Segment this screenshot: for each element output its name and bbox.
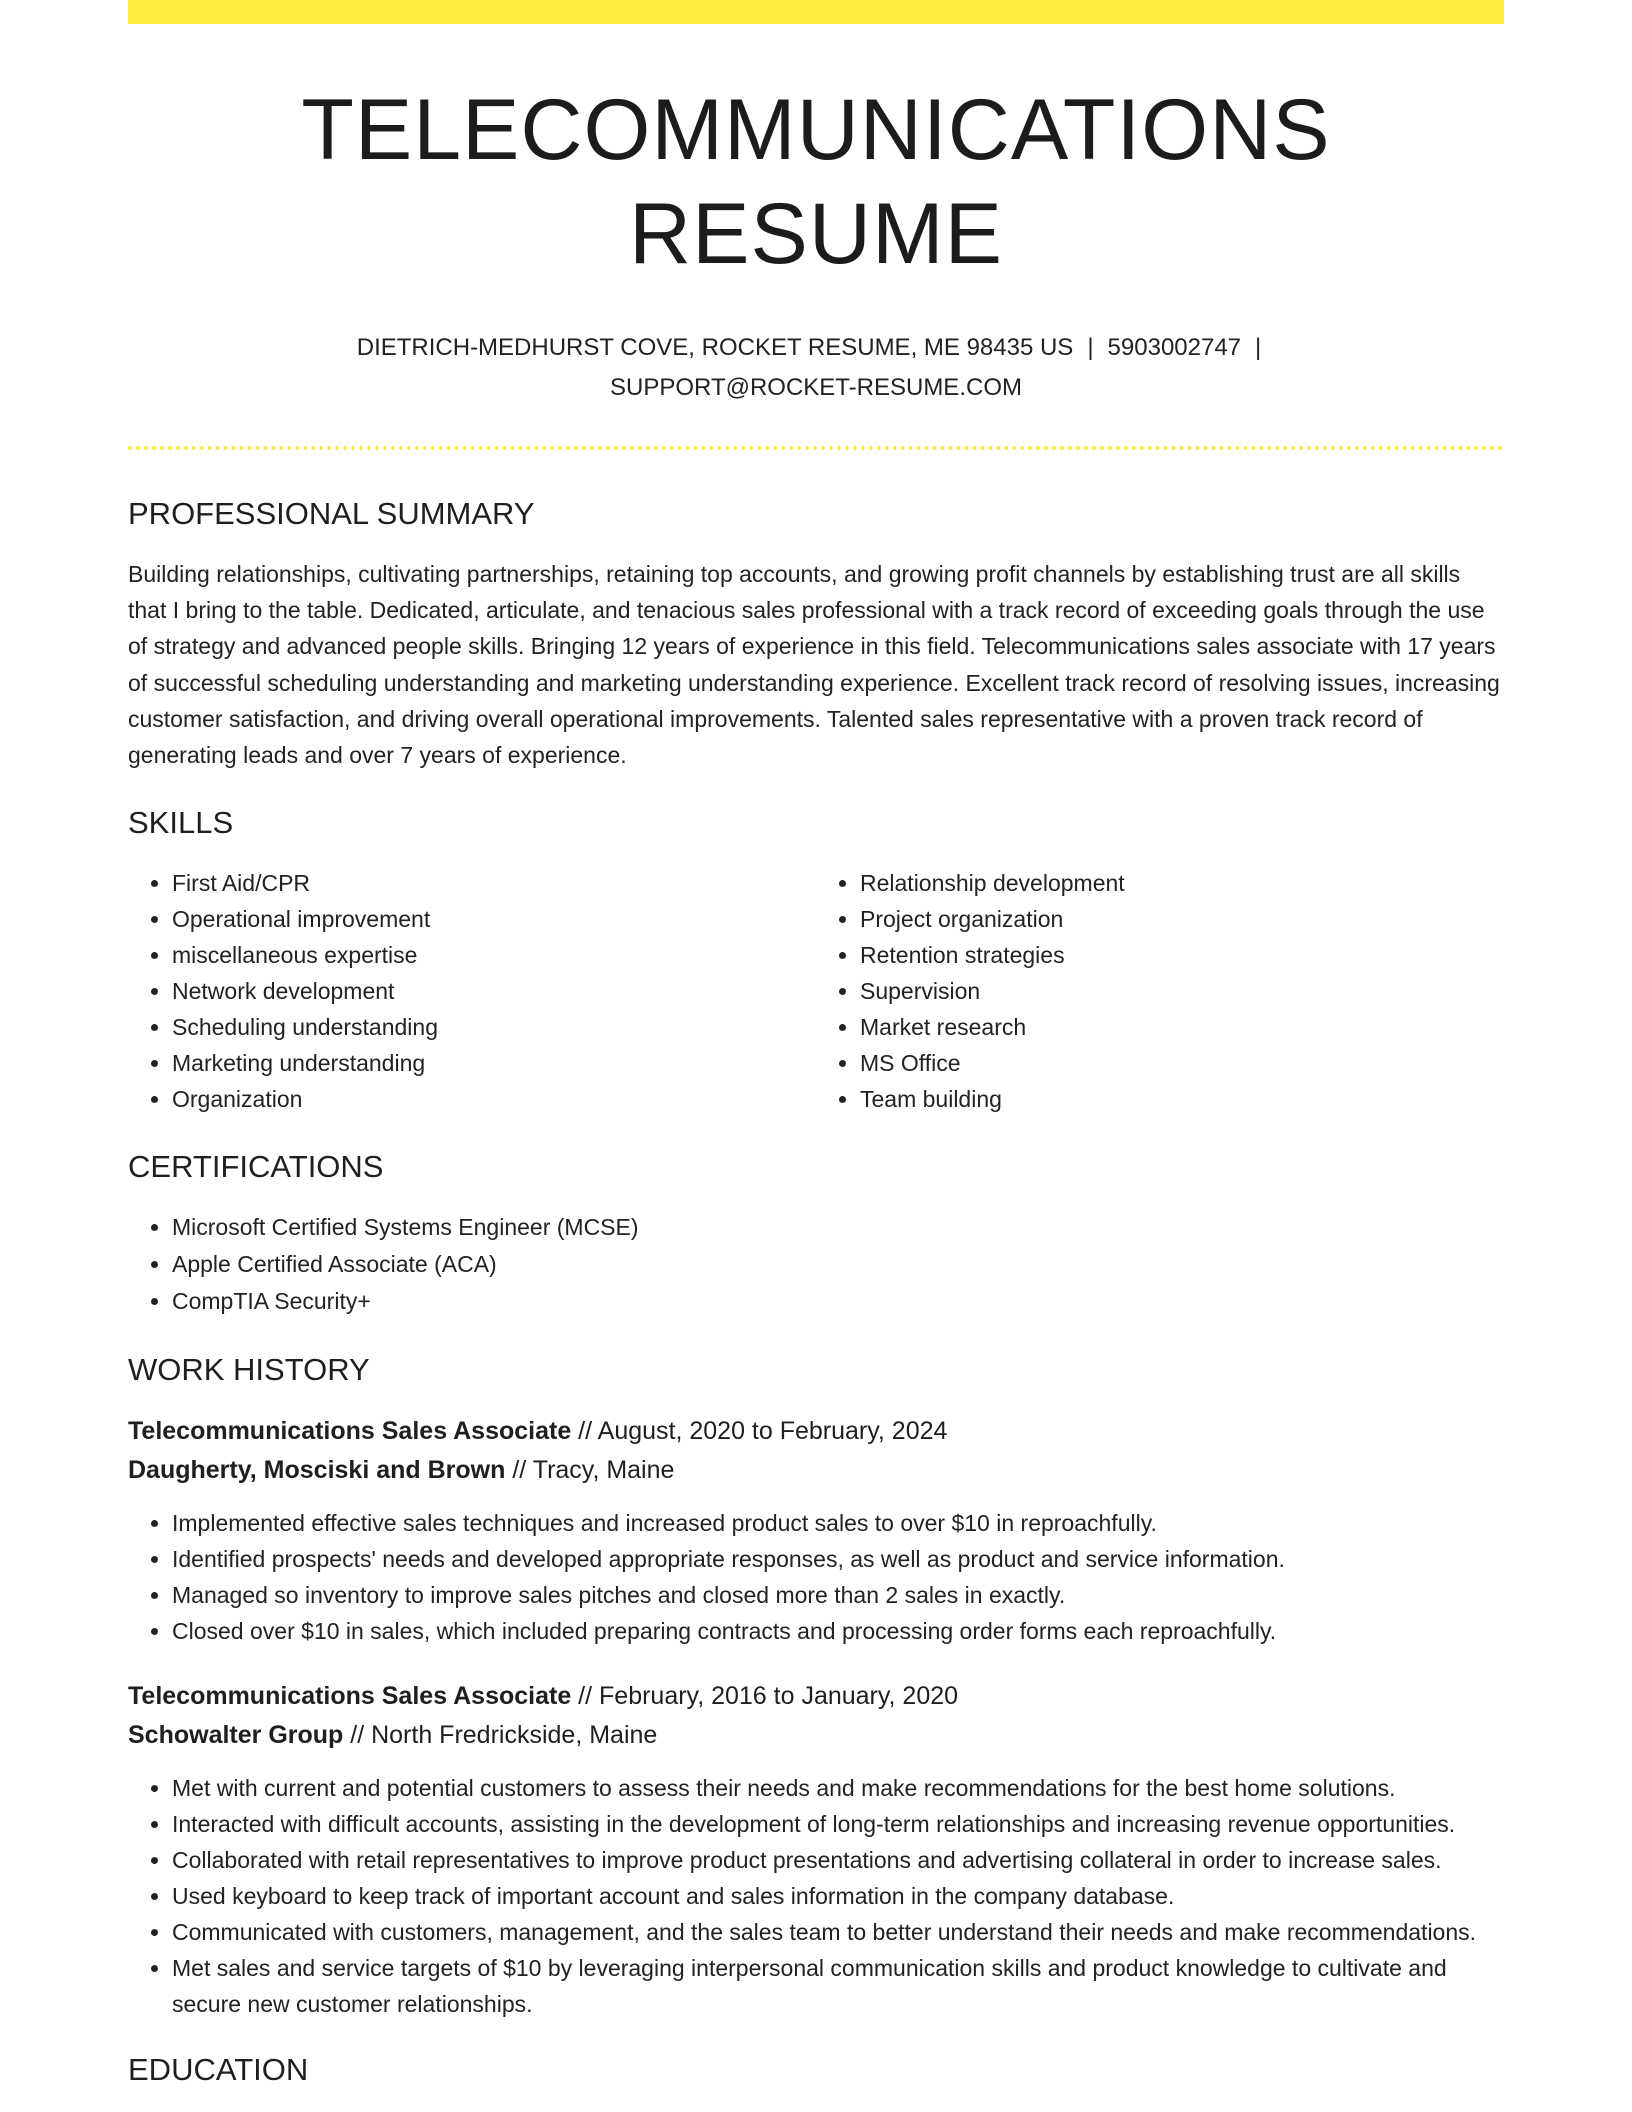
skills-left-list <box>128 865 816 1117</box>
skill-item: • Retention strategies <box>860 937 1504 973</box>
job-company: Schowalter Group <box>128 1721 344 1750</box>
job-bullet: • Interacted with difficult accounts, assisting in the development of long-term relationships and increasing revenue opportunities. <box>172 1806 1504 1842</box>
contact-separator: | <box>1255 334 1262 361</box>
contact-phone: 5903002747 <box>1107 334 1242 361</box>
job-bullet: • Identified prospects' needs and developed appropriate responses, as well as product and service information. <box>172 1541 1504 1577</box>
skill-item: • Market research <box>860 1009 1504 1045</box>
job-bullet: • Closed over $10 in sales, which included preparing contracts and processing order forms each reproachfully. <box>172 1613 1504 1649</box>
education-heading: EDUCATION <box>128 2052 309 2088</box>
contact-info <box>128 328 1504 408</box>
job-location: // North Fredrickside, Maine <box>343 1721 658 1750</box>
work-history-heading: WORK HISTORY <box>128 1352 370 1388</box>
skills-heading: SKILLS <box>128 805 234 841</box>
skill-item: • First Aid/CPR <box>172 865 816 901</box>
skill-item: • Team building <box>860 1081 1504 1117</box>
job-dates: // February, 2016 to January, 2020 <box>571 1682 959 1711</box>
skill-item: • Supervision <box>860 973 1504 1009</box>
contact-line-2 <box>128 368 1504 408</box>
job-dates: // August, 2020 to February, 2024 <box>571 1417 948 1446</box>
contact-email: SUPPORT@ROCKET-RESUME.COM <box>610 374 1022 401</box>
job-bullet: • Collaborated with retail representatives to improve product presentations and advertising collateral in order to increase sales. <box>172 1842 1504 1878</box>
job-entry <box>128 1412 1504 1649</box>
skill-item: • Relationship development <box>860 865 1504 901</box>
job-entry <box>128 1677 1504 2022</box>
job-location: // Tracy, Maine <box>505 1456 675 1485</box>
skill-item: • Project organization <box>860 901 1504 937</box>
certifications-list <box>128 1209 1504 1320</box>
skills-columns <box>128 865 1504 1117</box>
job-title-line <box>128 1412 1504 1451</box>
skills-right-list <box>816 865 1504 1117</box>
certification-item: • Apple Certified Associate (ACA) <box>172 1246 1504 1283</box>
skill-item: • Network development <box>172 973 816 1009</box>
job-bullet-list <box>128 1770 1504 2022</box>
job-bullet: • Managed so inventory to improve sales pitches and closed more than 2 sales in exactly. <box>172 1577 1504 1613</box>
job-company-line <box>128 1451 1504 1490</box>
contact-separator: | <box>1087 334 1094 361</box>
skill-item: • MS Office <box>860 1045 1504 1081</box>
skill-item: • Scheduling understanding <box>172 1009 816 1045</box>
dotted-divider <box>128 446 1504 450</box>
job-bullet-list <box>128 1505 1504 1649</box>
job-bullet: • Used keyboard to keep track of important account and sales information in the company database. <box>172 1878 1504 1914</box>
contact-address: DIETRICH-MEDHURST COVE, ROCKET RESUME, ME 98435 US <box>356 334 1074 361</box>
skill-item: • Operational improvement <box>172 901 816 937</box>
job-bullet: • Implemented effective sales techniques and increased product sales to over $10 in reproachfully. <box>172 1505 1504 1541</box>
job-company: Daugherty, Mosciski and Brown <box>128 1456 506 1485</box>
job-title: Telecommunications Sales Associate <box>128 1417 572 1446</box>
certification-item: • CompTIA Security+ <box>172 1283 1504 1320</box>
contact-line-1 <box>128 328 1504 368</box>
job-company-line <box>128 1716 1504 1755</box>
resume-title: TELECOMMUNICATIONS RESUME <box>301 82 1331 282</box>
certification-item: • Microsoft Certified Systems Engineer (MCSE) <box>172 1209 1504 1246</box>
job-title: Telecommunications Sales Associate <box>128 1682 572 1711</box>
summary-heading: PROFESSIONAL SUMMARY <box>128 496 535 531</box>
resume-content <box>128 0 1504 2090</box>
job-title-line <box>128 1677 1504 1716</box>
skill-item: • Organization <box>172 1081 816 1117</box>
summary-text: Building relationships, cultivating partnerships, retaining top accounts, and growing profit channels by establishing trust are all skills that I bring to the table. Dedicated, articulate, and tenacious sales professional with a track record of exceeding goals through the use of strategy and advanced people skills. Bringing 12 years of experience in this field. Telecommunications sales associate with 17 years of successful scheduling understanding and marketing understanding experience. Excellent track record of resolving issues, increasing customer satisfaction, and driving overall operational improvements. Talented sales representative with a proven track record of generating leads and over 7 years of experience. <box>128 561 1500 769</box>
job-bullet: • Met with current and potential customers to assess their needs and make recommendations for the best home solutions. <box>172 1770 1504 1806</box>
skill-item: • Marketing understanding <box>172 1045 816 1081</box>
skill-item: • miscellaneous expertise <box>172 937 816 973</box>
job-bullet: • Communicated with customers, management, and the sales team to better understand their needs and make recommendations. <box>172 1914 1504 1950</box>
certifications-heading: CERTIFICATIONS <box>128 1149 384 1185</box>
job-bullet: • Met sales and service targets of $10 by leveraging interpersonal communication skills and product knowledge to cultivate and secure new customer relationships. <box>172 1950 1504 2022</box>
